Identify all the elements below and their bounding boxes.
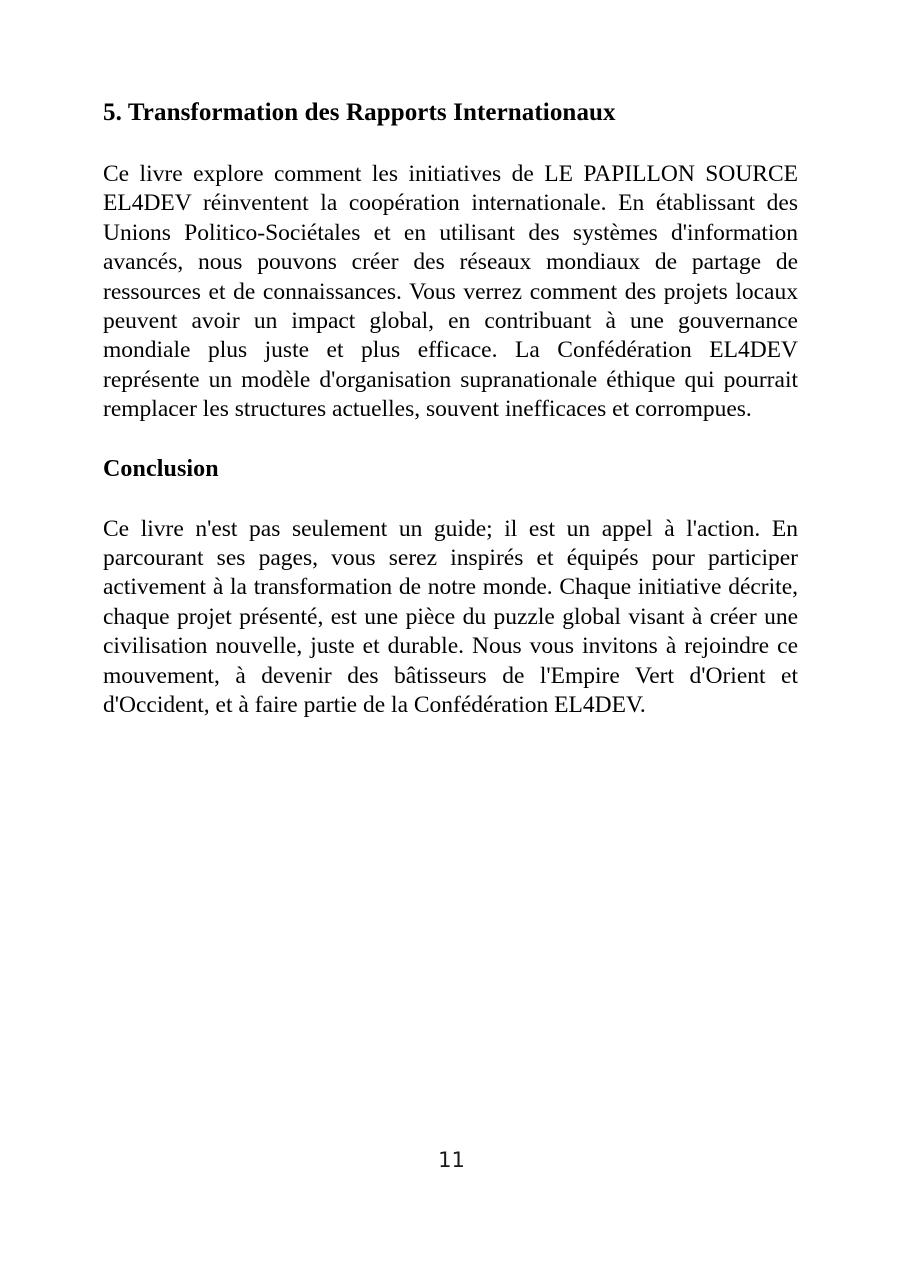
spacer (103, 425, 798, 454)
section-heading-conclusion: Conclusion (103, 455, 219, 482)
paragraph-conclusion: Ce livre n'est pas seulement un guide; il est un appel à l'action. En parcourant ses pages, vous serez inspirés et équipés pour participer activement à la transformation de notre monde. Chaque initiative décrite, chaque projet présenté, est une pièce du puzzle global visant à créer une civilisation nouvelle, juste et durable. Nous vous invitons à rejoindre ce mouvement, à devenir des bâtisseurs de l'Empire Vert d'Orient et d'Occident, et à faire partie de la Confédération EL4DEV. (103, 515, 798, 719)
page-number: 11 (438, 1148, 465, 1172)
paragraph-transformation: Ce livre explore comment les initiatives de LE PAPILLON SOURCE EL4DEV réinventent la coopération internationale. En établissant des Unions Politico-Sociétales et en utilisant des systèmes d'information avancés, nous pouvons créer des réseaux mondiaux de partage de ressources et de connaissances. Vous verrez comment des projets locaux peuvent avoir un impact global, en contribuant à une gouvernance mondiale plus juste et plus efficace. La Confédération EL4DEV représente un modèle d'organisation supranationale éthique qui pourrait remplacer les structures actuelles, souvent inefficaces et corrompues. (103, 161, 798, 423)
section-heading-transformation: 5. Transformation des Rapports Internationaux (103, 99, 616, 126)
page-content (103, 98, 798, 721)
spacer (103, 128, 798, 160)
spacer (103, 484, 798, 515)
